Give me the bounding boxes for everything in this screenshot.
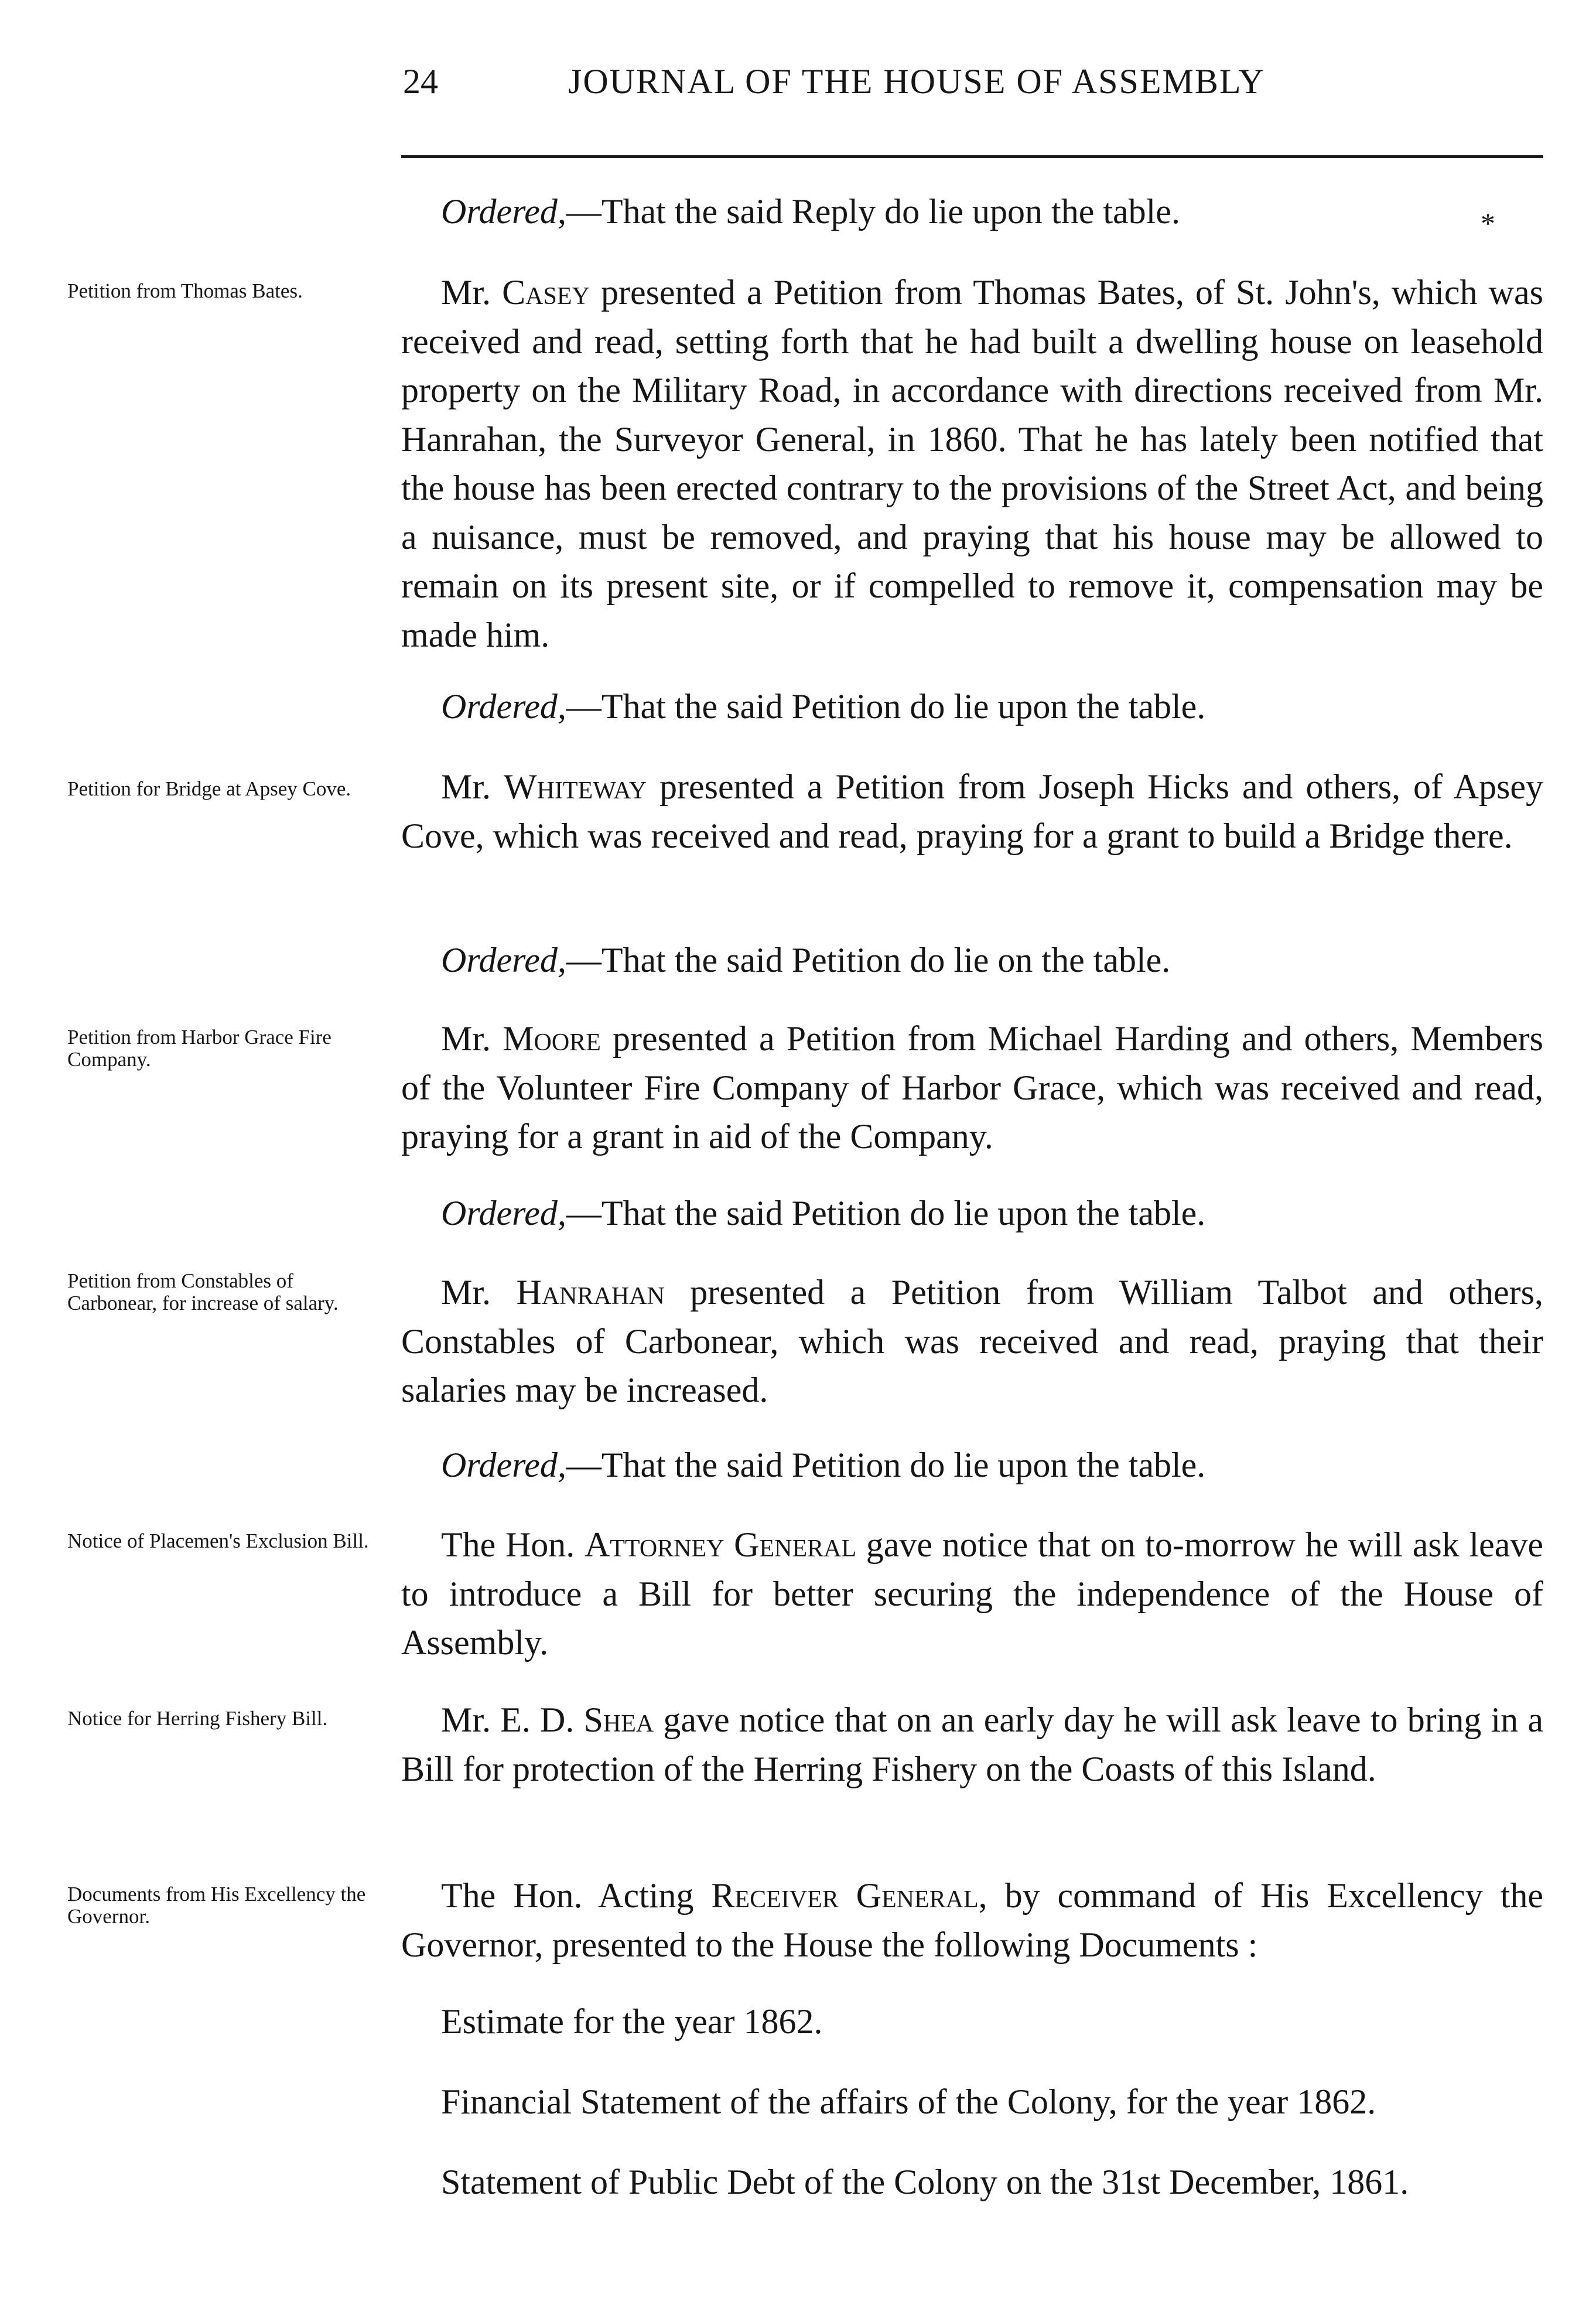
ordered-word: Ordered, bbox=[441, 1446, 566, 1484]
paragraph-text: , by command of His Excellency the Governor, presented to the House the following Documents : bbox=[401, 1876, 1543, 1964]
running-title: JOURNAL OF THE HOUSE OF ASSEMBLY bbox=[568, 62, 1265, 101]
margin-note-fire: Petition from Harbor Grace Fire Company. bbox=[67, 1026, 331, 1071]
member-name: Receiver General bbox=[711, 1876, 979, 1915]
ordered-line bbox=[441, 682, 1205, 732]
document-item: Financial Statement of the affairs of the Colony, for the year 1862. bbox=[441, 2082, 1376, 2121]
ordered-word: Ordered, bbox=[441, 192, 566, 231]
paragraph-documents bbox=[401, 1872, 1543, 1969]
ordered-text: —That the said Reply do lie upon the table. bbox=[566, 192, 1180, 231]
member-name: Attorney General bbox=[584, 1525, 857, 1564]
ordered-word: Ordered, bbox=[441, 941, 566, 979]
paragraph-prefix: Mr. bbox=[441, 1273, 517, 1312]
document-item: Statement of Public Debt of the Colony on the 31st December, 1861. bbox=[441, 2163, 1409, 2201]
paragraph-placemen bbox=[401, 1521, 1543, 1668]
asterisk-mark: * bbox=[1481, 207, 1495, 240]
ordered-word: Ordered, bbox=[441, 687, 566, 726]
paragraph-fire bbox=[401, 1015, 1543, 1162]
header-rule bbox=[401, 155, 1543, 158]
ordered-line bbox=[441, 1189, 1205, 1238]
member-name: Shea bbox=[583, 1700, 654, 1739]
ordered-line bbox=[441, 1441, 1205, 1490]
paragraph-text: presented a Petition from Thomas Bates, of St. John's, which was received and read, setting forth that he had built a dwelling house on leasehold property on the Military Road, in accordance with directions received from Mr. Hanrahan, the Surveyor General, in 1860. That he has lately been notified that the house has been erected contrary to the provisions of the Street Act, and being a nuisance, must be removed, and praying that his house may be allowed to remain on its present site, or if compelled to remove it, compensation may be made him. bbox=[401, 273, 1543, 654]
paragraph-herring bbox=[401, 1696, 1543, 1794]
paragraph-text: presented a Petition from William Talbot and others, Constables of Carbonear, which was received and read, praying that their salaries may be increased. bbox=[401, 1273, 1543, 1409]
paragraph-text: presented a Petition from Joseph Hicks and others, of Apsey Cove, which was received and read, praying for a grant to build a Bridge there. bbox=[401, 767, 1543, 855]
margin-note-bridge: Petition for Bridge at Apsey Cove. bbox=[67, 777, 351, 800]
ordered-text: —That the said Petition do lie upon the table. bbox=[566, 1194, 1206, 1232]
paragraph-prefix: Mr. bbox=[441, 767, 504, 806]
member-name: Casey bbox=[502, 273, 590, 312]
paragraph-text: presented a Petition from Michael Harding and others, Members of the Volunteer Fire Company of Harbor Grace, which was received and read, praying for a grant in aid of the Company. bbox=[401, 1019, 1543, 1156]
margin-note-placemen: Notice of Placemen's Exclusion Bill. bbox=[67, 1529, 369, 1552]
page-header bbox=[0, 56, 1596, 108]
ordered-text: —That the said Petition do lie on the table. bbox=[566, 941, 1171, 979]
ordered-text: —That the said Petition do lie upon the table. bbox=[566, 687, 1206, 726]
paragraph-prefix: Mr. bbox=[441, 1019, 503, 1058]
member-name: Moore bbox=[503, 1019, 601, 1058]
paragraph-prefix: Mr. E. D. bbox=[441, 1700, 584, 1739]
member-name: Hanrahan bbox=[516, 1273, 665, 1312]
ordered-word: Ordered, bbox=[441, 1194, 566, 1232]
margin-note-herring: Notice for Herring Fishery Bill. bbox=[67, 1707, 328, 1730]
ordered-line bbox=[441, 187, 1180, 237]
paragraph-constables bbox=[401, 1268, 1543, 1415]
paragraph-prefix: The Hon. bbox=[441, 1525, 585, 1564]
paragraph-prefix: Mr. bbox=[441, 273, 503, 312]
page-number: 24 bbox=[403, 62, 438, 101]
paragraph-text: gave notice that on to-morrow he will ask leave to introduce a Bill for better securing the independence of the House of Assembly. bbox=[401, 1525, 1544, 1662]
member-name: Whiteway bbox=[503, 767, 647, 806]
document-item: Estimate for the year 1862. bbox=[441, 2002, 823, 2041]
paragraph-prefix: The Hon. Acting bbox=[441, 1876, 712, 1915]
margin-note-bates: Petition from Thomas Bates. bbox=[67, 279, 303, 302]
paragraph-bridge bbox=[401, 763, 1543, 860]
margin-note-constables: Petition from Constables of Carbonear, for increase of salary. bbox=[67, 1269, 339, 1314]
paragraph-bates bbox=[401, 268, 1543, 660]
margin-note-documents: Documents from His Excellency the Governor. bbox=[67, 1883, 366, 1928]
paragraph-text: gave notice that on an early day he will ask leave to bring in a Bill for protection of the Herring Fishery on the Coasts of this Island. bbox=[401, 1700, 1543, 1788]
ordered-text: —That the said Petition do lie upon the table. bbox=[566, 1446, 1206, 1484]
ordered-line bbox=[441, 936, 1170, 985]
